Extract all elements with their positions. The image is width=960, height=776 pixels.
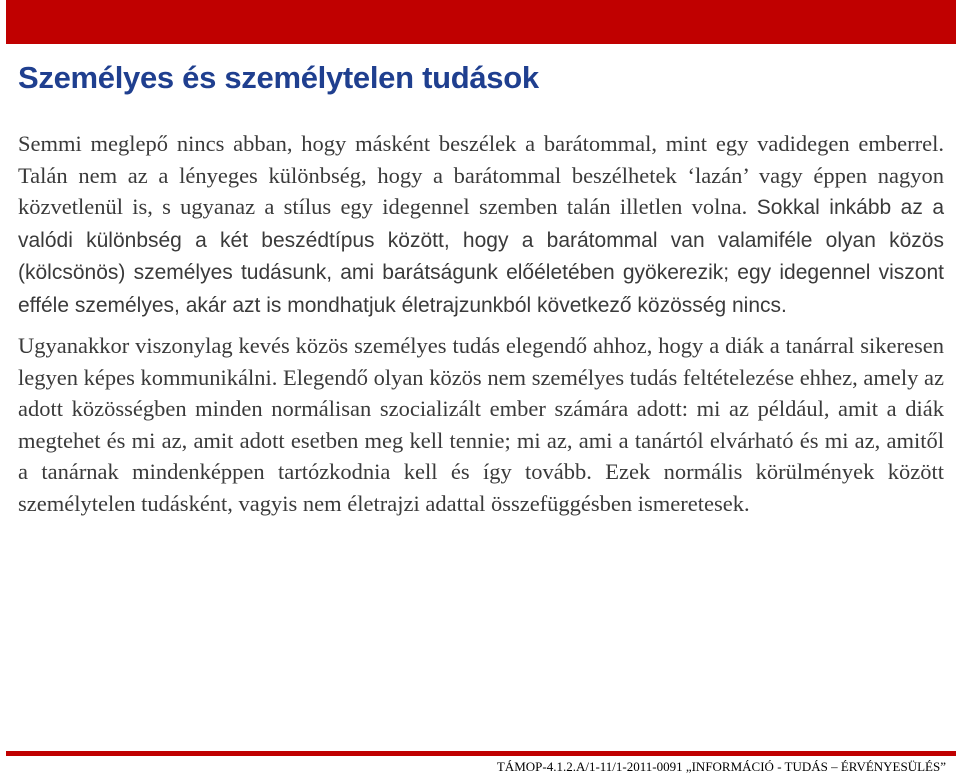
slide-body xyxy=(18,128,944,519)
slide-title: Személyes és személytelen tudások xyxy=(18,60,539,95)
paragraph-1 xyxy=(18,128,944,321)
footer-project-code: TÁMOP-4.1.2.A/1-11/1-2011-0091 „INFORMÁCIÓ - TUDÁS – ÉRVÉNYESÜLÉS” xyxy=(496,759,946,774)
bottom-accent-rule xyxy=(6,751,956,756)
paragraph-2-segment-1: Ugyanakkor viszonylag kevés közös személyes tudás elegendő ahhoz, hogy a diák a tanárral sikeresen legyen képes kommunikálni. Elegendő olyan közös nem személyes tudás feltételezése ehhez, amely az adott közösségben minden normálisan szocializált ember számára adott: mi az például, amit a diák megtehet és mi az, amit adott esetben meg kell tennie; mi az, ami a tanártól elvárható és mi az, amitől a tanárnak mindenképpen tartózkodnia kell és így tovább. Ezek normális körülmények között személytelen tudásként, vagyis nem életrajzi adattal összefüggésben ismeretesek. xyxy=(18,333,944,516)
paragraph-1-segment-1: Semmi meglepő nincs abban, hogy másként beszélek a barátommal, mint egy vadidegen emberrel. Talán nem az a lényeges különbség, hogy a barátommal beszélhetek ‘lazán’ vagy éppen nagyon közvetlenül is, s ugyanaz a stílus egy idegennel szemben talán illetlen volna. xyxy=(18,131,944,219)
top-accent-bar xyxy=(6,0,956,44)
paragraph-2 xyxy=(18,330,944,519)
paragraph-1-segment-2: Sokkal inkább az a valódi különbség a két beszédtípus között, hogy a barátommal van valamiféle olyan közös (kölcsönös) személyes tudásunk, ami barátságunk előéletében gyökerezik; egy idegennel viszont efféle személyes, akár azt is mondhatjuk életrajzunkból következő közösség nincs. xyxy=(18,196,944,317)
